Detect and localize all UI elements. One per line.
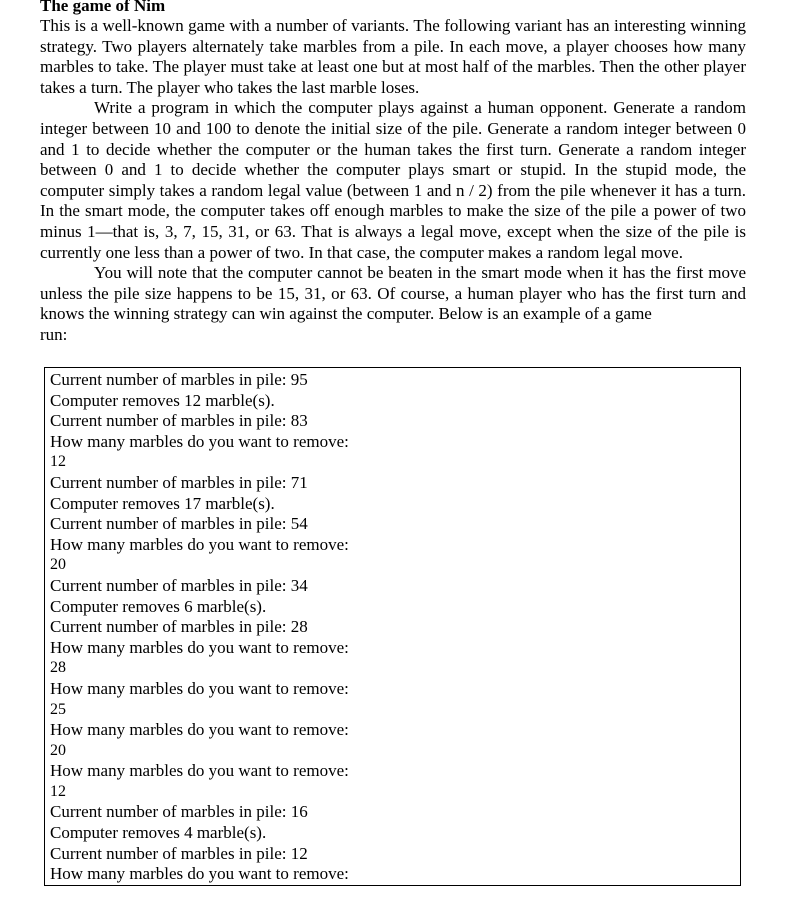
- console-output-line: Computer removes 17 marble(s).: [50, 493, 275, 513]
- console-output-line: Computer removes 6 marble(s).: [50, 596, 267, 616]
- console-input-line: 25: [50, 700, 66, 718]
- console-output-line: Current number of marbles in pile: 28: [50, 617, 308, 637]
- console-output-line: How many marbles do you want to remove:: [50, 761, 349, 781]
- console-output-line: How many marbles do you want to remove:: [50, 431, 349, 451]
- page-title: The game of Nim: [40, 0, 166, 15]
- console-output-line: Current number of marbles in pile: 16: [50, 802, 308, 822]
- console-input-line: 12: [50, 782, 66, 800]
- instructions-paragraph: Write a program in which the computer plays against a human opponent. Generate a random integer between 10 and 100 to denote the initial size of the pile. Generate a random integer between 0 and 1 to decide whether the computer or the human takes the first turn. Generate a random integer between 0 and 1 to decide whether the computer plays smart or stupid. In the stupid mode, the computer simply takes a random legal value (between 1 and n / 2) from the pile whenever it has a turn. In the smart mode, the computer takes off enough marbles to make the size of the pile a power of two minus 1—that is, 3, 7, 15, 31, or 63. That is always a legal move, except when the size of the pile is currently one less than a power of two. In that case, the computer makes a random legal move.: [40, 98, 746, 262]
- console-output-line: How many marbles do you want to remove:: [50, 637, 349, 657]
- console-output-line: Current number of marbles in pile: 71: [50, 472, 308, 492]
- console-output-line: Current number of marbles in pile: 95: [50, 370, 308, 389]
- console-output-line: How many marbles do you want to remove:: [50, 534, 349, 554]
- console-input-line: 12: [50, 453, 66, 471]
- intro-paragraph: This is a well-known game with a number of variants. The following variant has an interesting winning strategy. Two players alternately take marbles from a pile. In each move, a player chooses how many marbles to take. The player must take at least one but at most half of the marbles. Then the other player takes a turn. The player who takes the last marble loses.: [40, 16, 746, 97]
- console-output-line: Current number of marbles in pile: 54: [50, 514, 308, 534]
- console-output-line: Current number of marbles in pile: 34: [50, 575, 308, 595]
- console-input-line: 20: [50, 741, 66, 759]
- console-output-line: Computer removes 12 marble(s).: [50, 390, 275, 410]
- console-input-line: 20: [50, 556, 66, 574]
- console-output-line: Current number of marbles in pile: 12: [50, 843, 308, 863]
- sample-run-box: [44, 367, 741, 886]
- run-label: run:: [40, 324, 68, 344]
- console-output-line: How many marbles do you want to remove:: [50, 864, 349, 884]
- console-output-line: Computer removes 4 marble(s).: [50, 823, 267, 843]
- strategy-paragraph: You will note that the computer cannot be beaten in the smart mode when it has the first move unless the pile size happens to be 15, 31, or 63. Of course, a human player who has the first turn and knows the winning strategy can win against the computer. Below is an example of a game: [40, 263, 746, 324]
- console-output-line: How many marbles do you want to remove:: [50, 678, 349, 698]
- console-input-line: 28: [50, 659, 66, 677]
- document: [40, 0, 746, 349]
- console-output-line: Current number of marbles in pile: 83: [50, 411, 308, 431]
- console-output-line: How many marbles do you want to remove:: [50, 720, 349, 740]
